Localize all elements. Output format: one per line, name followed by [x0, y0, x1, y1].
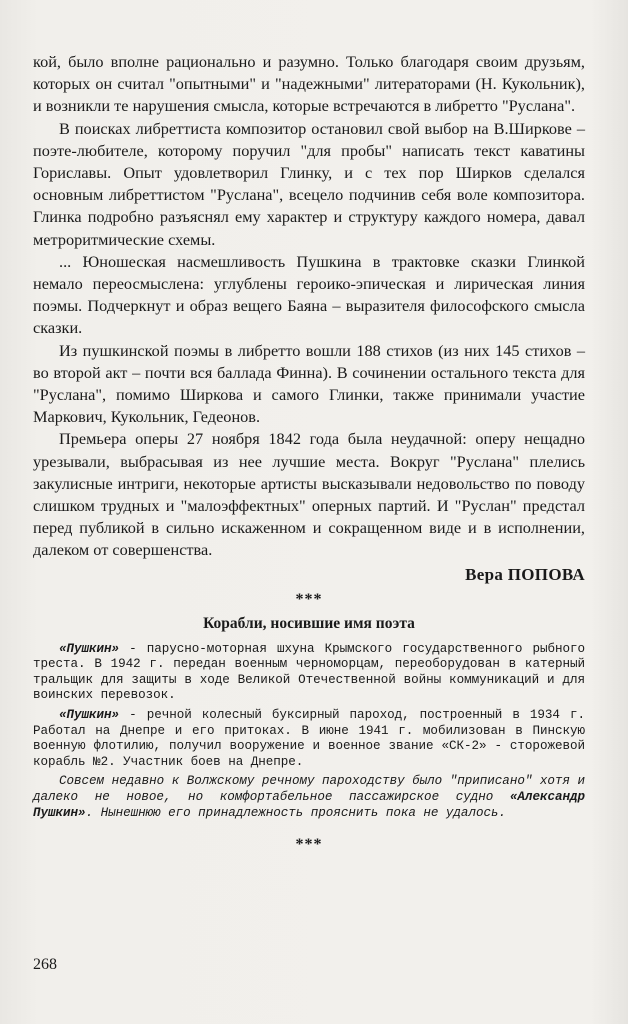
closing-ship-name: «Александр Пушкин» — [33, 790, 585, 820]
section-divider-bottom: *** — [295, 836, 323, 854]
closing-text-after: . Нынешнюю его принадлежность прояснить пока не удалось. — [85, 805, 506, 820]
text-column — [33, 51, 585, 853]
page-number: 268 — [33, 956, 57, 973]
paragraph-3: ... Юношеская насмешливость Пушкина в трактовке сказки Глинкой немало переосмыслена: углублены героико-эпическая и лирическая линия поэмы. Подчеркнут и образ вещего Баяна – выразителя философского смысла сказки. — [33, 251, 585, 338]
ship-closing-note — [33, 774, 585, 821]
ship-entry-2 — [33, 708, 585, 770]
ship-text-2: - речной колесный буксирный пароход, построенный в 1934 г. Работал на Днепре и его притоках. В июне 1941 г. мобилизован в Пинскую военную флотилию, получил вооружение и военное звание «СК-2» - сторожевой корабль №2. Участник боев на Днепре. — [33, 708, 585, 769]
closing-text-before: Совсем недавно к Волжскому речному пароходству было "приписано" хотя и далеко не новое, но комфортабельное пассажирское судно — [33, 774, 585, 805]
ship-name-2: «Пушкин» — [59, 708, 120, 723]
ship-entry-1 — [33, 642, 585, 704]
paragraph-2: В поисках либреттиста композитор остановил свой выбор на В.Ширкове – поэте-любителе, которому поручил "для пробы" написать текст каватины Гориславы. Опыт удовлетворил Глинку, и с тех пор Ширков сделался основным либреттистом "Руслана", всецело подчинив себя воле композитора. Глинка подробно разъяснял ему характер и структуру каждого номера, давал метроритмические схемы. — [33, 118, 585, 249]
author-signature: Вера ПОПОВА — [465, 564, 585, 584]
ship-text-1: - парусно-моторная шхуна Крымского государственного рыбного треста. В 1942 г. передан военным черноморцам, переоборудован в катерный тральщик для защиты в ходе Великой Отечественной войны коммуникаций и для воинских перевозок. — [33, 641, 585, 703]
paragraph-4: Из пушкинской поэмы в либретто вошли 188 стихов (из них 145 стихов – во второй акт – почти вся баллада Финна). В сочинении остального текста для "Руслана", помимо Ширкова и самого Глинки, также принимали участие Маркович, Кукольник, Гедеонов. — [33, 340, 585, 427]
section-divider-top: *** — [295, 590, 323, 608]
section-title: Корабли, носившие имя поэта — [203, 614, 415, 632]
paragraph-1: кой, было вполне рационально и разумно. Только благодаря своим друзьям, которых он считал "опытными" и "надежными" литераторами (Н. Кукольник), и возникли те нарушения смысла, которые встречаются в либретто "Руслана". — [33, 52, 585, 116]
ship-name-1: «Пушкин» — [59, 641, 120, 656]
paragraph-5: Премьера оперы 27 ноября 1842 года была неудачной: оперу нещадно урезывали, выбрасывая из нее лучшие места. Вокруг "Руслана" плелись закулисные интриги, некоторые артисты высказывали недовольство по поводу слишком трудных и "малоэффектных" оперных партий. И "Руслан" предстал перед публикой в сильно искаженном и сокращенном виде и в исполнении, далеком от совершенства. — [33, 429, 585, 560]
